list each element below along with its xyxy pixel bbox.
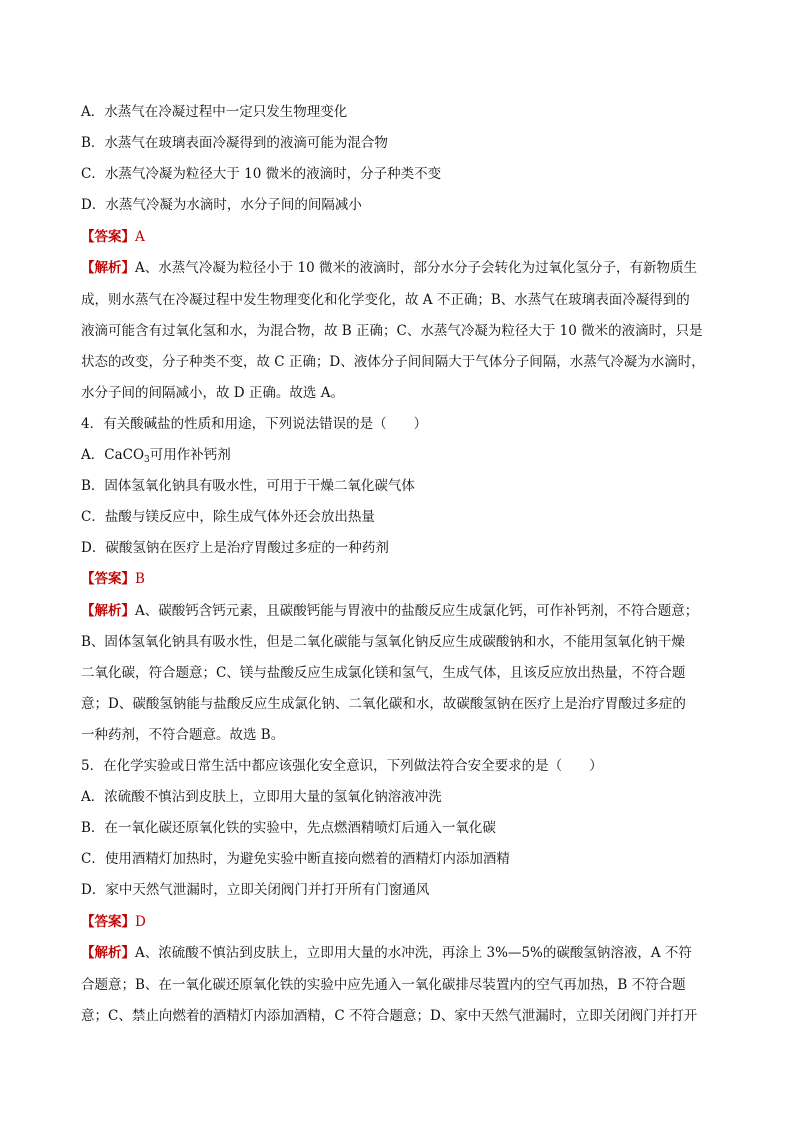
q3-analysis-line: 成，则水蒸气在冷凝过程中发生物理变化和化学变化，故 A 不正确；B、水蒸气在玻璃表面冷凝得到的	[81, 292, 690, 308]
q3-option-d: D．水蒸气冷凝为水滴时，水分子间的间隔减小	[81, 197, 362, 213]
q4-analysis-line: B、固体氢氧化钠具有吸水性，但是二氧化碳能与氢氧化钠反应生成碳酸钠和水，不能用氢氧化钠干燥	[81, 634, 685, 650]
q3-analysis-line: 状态的改变，分子种类不变，故 C 正确；D、液体分子间间隔大于气体分子间隔，水蒸气冷凝为水滴时，	[81, 354, 705, 370]
q3-answer	[81, 227, 721, 247]
q4-analysis-line: 【解析】A、碳酸钙含钙元素，且碳酸钙能与胃液中的盐酸反应生成氯化钙，可作补钙剂，不符合题意；	[81, 603, 699, 619]
q3-option-a: A．水蒸气在冷凝过程中一定只发生物理变化	[81, 104, 348, 120]
q5-answer	[81, 912, 721, 932]
q5-stem: 5．在化学实验或日常生活中都应该强化安全意识，下列做法符合安全要求的是（ ）	[81, 758, 603, 774]
analysis-tag: 【解析】	[81, 260, 135, 276]
q3-analysis-line: 水分子间的间隔减小，故 D 正确。故选 A。	[81, 385, 344, 401]
q5-analysis-line: 意；C、禁止向燃着的酒精灯内添加酒精，C 不符合题意；D、家中天然气泄漏时，立即关闭阀门并打开	[81, 1008, 698, 1024]
answer-value: B	[135, 571, 145, 587]
answer-tag: 【答案】	[81, 914, 135, 930]
q4-stem: 4．有关酸碱盐的性质和用途，下列说法错误的是（ ）	[81, 416, 428, 432]
q5-analysis-line: 【解析】A、浓硫酸不慎沾到皮肤上，立即用大量的水冲洗，再涂上 3%—5%的碳酸氢钠溶液，A 不符	[81, 945, 692, 961]
q4-option-c: C．盐酸与镁反应中，除生成气体外还会放出热量	[81, 509, 375, 525]
answer-tag: 【答案】	[81, 571, 135, 587]
q4-analysis-line: 二氧化碳，符合题意；C、镁与盐酸反应生成氯化镁和氢气，生成气体，且该反应放出热量，不符合题	[81, 665, 686, 681]
q4-answer	[81, 569, 721, 589]
q4-option-a: A．CaCO$_3$可用作补钙剂	[81, 447, 231, 465]
answer-value: A	[135, 229, 145, 245]
q4-analysis-line: 一种药剂，不符合题意。故选 B。	[81, 727, 285, 743]
answer-tag: 【答案】	[81, 229, 135, 245]
analysis-tag: 【解析】	[81, 603, 135, 619]
q4-analysis-line: 意；D、碳酸氢钠能与盐酸反应生成氯化钠、二氧化碳和水，故碳酸氢钠在医疗上是治疗胃酸过多症的	[81, 696, 686, 712]
analysis-tag: 【解析】	[81, 945, 135, 961]
q3-option-b: B．水蒸气在玻璃表面冷凝得到的液滴可能为混合物	[81, 135, 388, 151]
q5-analysis-line: 合题意；B、在一氧化碳还原氧化铁的实验中应先通入一氧化碳排尽装置内的空气再加热，B 不符合题	[81, 977, 686, 993]
q4-option-d: D．碳酸氢钠在医疗上是治疗胃酸过多症的一种药剂	[81, 540, 389, 556]
q3-analysis-line: 液滴可能含有过氧化氢和水，为混合物，故 B 正确；C、水蒸气冷凝为粒径大于 10 微米的液滴时，只是	[81, 323, 703, 339]
q3-option-c: C．水蒸气冷凝为粒径大于 10 微米的液滴时，分子种类不变	[81, 166, 442, 182]
q5-option-c: C．使用酒精灯加热时，为避免实验中断直接向燃着的酒精灯内添加酒精	[81, 851, 510, 867]
q5-option-d: D．家中天然气泄漏时，立即关闭阀门并打开所有门窗通风	[81, 882, 430, 898]
q4-option-b: B．固体氢氧化钠具有吸水性，可用于干燥二氧化碳气体	[81, 478, 415, 494]
q5-option-a: A．浓硫酸不慎沾到皮肤上，立即用大量的氢氧化钠溶液冲洗	[81, 789, 442, 805]
q5-option-b: B．在一氧化碳还原氧化铁的实验中，先点燃酒精喷灯后通入一氧化碳	[81, 820, 496, 836]
q3-analysis-line: 【解析】A、水蒸气冷凝为粒径小于 10 微米的液滴时，部分水分子会转化为过氧化氢分子，有新物质生	[81, 260, 698, 276]
answer-value: D	[135, 914, 146, 930]
